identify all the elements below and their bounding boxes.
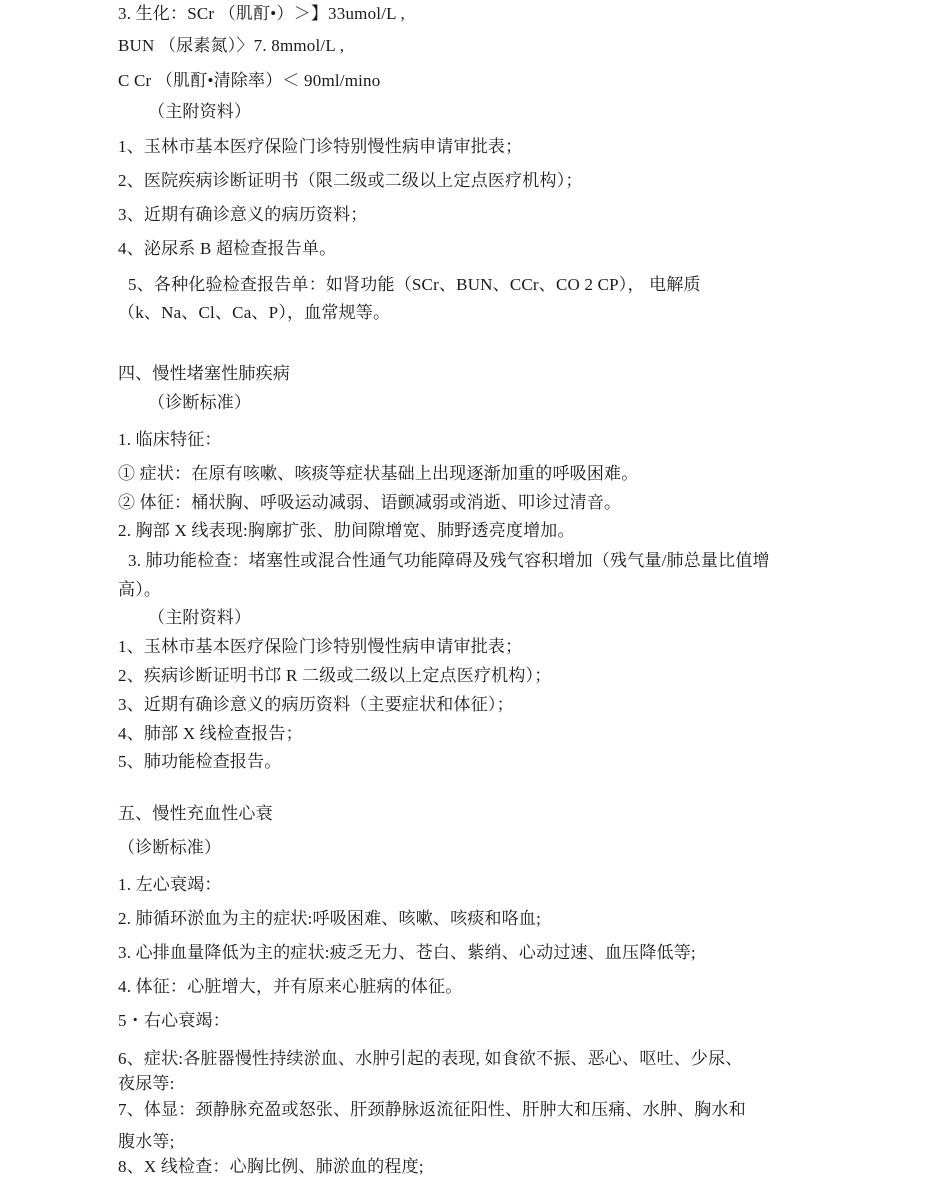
section-subheading: （诊断标准） bbox=[148, 393, 252, 412]
list-item: 5、各种化验检查报告单：如肾功能（SCr、BUN、CCr、CO 2 CP）， 电解质 bbox=[128, 275, 701, 294]
section-heading: 四、慢性堵塞性肺疾病 bbox=[118, 364, 290, 383]
list-item: 7、体显：颈静脉充盈或怒张、肝颈静脉返流征阳性、肝肿大和压痛、水肿、胸水和 bbox=[118, 1100, 746, 1119]
list-item: 2. 胸部 X 线表现:胸廓扩张、肋间隙增宽、肺野透亮度增加。 bbox=[118, 521, 575, 540]
section-subheading: （主附资料） bbox=[148, 608, 252, 627]
list-item: 2、医院疾病诊断证明书（限二级或二级以上定点医疗机构）； bbox=[118, 171, 583, 190]
list-item: 2. 肺循环淤血为主的症状:呼吸困难、咳嗽、咳痰和咯血; bbox=[118, 909, 542, 928]
list-item-continuation: 腹水等; bbox=[118, 1132, 175, 1151]
list-item: 4、肺部 X 线检查报告； bbox=[118, 724, 303, 743]
list-item: 5、肺功能检查报告。 bbox=[118, 752, 282, 771]
text-line: C Cr （肌酊•清除率）＜ 90ml/mino bbox=[118, 71, 381, 90]
section-subheading: （主附资料） bbox=[148, 102, 252, 121]
text-line: BUN （尿素氮）〉7. 8mmol/L , bbox=[118, 36, 345, 55]
list-item: 3. 肺功能检查：堵塞性或混合性通气功能障碍及残气容积增加（残气量/肺总量比值增 bbox=[128, 551, 770, 570]
list-item: 5・右心衰竭： bbox=[118, 1011, 230, 1030]
list-item: ② 体征：桶状胸、呼吸运动减弱、语颤减弱或消逝、叩诊过清音。 bbox=[118, 493, 622, 512]
list-item: 6、症状:各脏器慢性持续淤血、水肿引起的表现, 如食欲不振、恶心、呕吐、少尿、 bbox=[118, 1049, 743, 1068]
list-item: 1. 左心衰竭： bbox=[118, 875, 222, 894]
list-item: 2、疾病诊断证明书邙 R 二级或二级以上定点医疗机构）； bbox=[118, 666, 552, 685]
list-item: 8、X 线检查：心胸比例、肺淤血的程度; bbox=[118, 1157, 424, 1176]
list-item: 4. 体征：心脏增大，并有原来心脏病的体征。 bbox=[118, 977, 463, 996]
list-item-continuation: 高）。 bbox=[118, 580, 162, 599]
list-item: ① 症状：在原有咳嗽、咳痰等症状基础上出现逐渐加重的呼吸困难。 bbox=[118, 464, 639, 483]
list-item: 1、玉林市基本医疗保险门诊特别慢性病申请审批表； bbox=[118, 637, 523, 656]
list-item: 3. 心排血量降低为主的症状:疲乏无力、苍白、紫绡、心动过速、血压降低等; bbox=[118, 943, 696, 962]
list-item-continuation: 夜尿等: bbox=[118, 1074, 175, 1093]
section-subheading: （诊断标准） bbox=[118, 838, 222, 857]
list-item: 3、近期有确诊意义的病历资料（主要症状和体征）； bbox=[118, 695, 514, 714]
list-item: 3、近期有确诊意义的病历资料； bbox=[118, 205, 368, 224]
section-heading: 五、慢性充血性心衰 bbox=[118, 804, 273, 823]
list-item-continuation: （k、Na、Cl、Ca、P），血常规等。 bbox=[118, 303, 391, 322]
text-line: 3. 生化：SCr （肌酊•）＞】33umol/L , bbox=[118, 4, 405, 23]
list-item: 1、玉林市基本医疗保险门诊特别慢性病申请审批表； bbox=[118, 137, 523, 156]
list-item: 4、泌尿系 B 超检查报告单。 bbox=[118, 239, 337, 258]
list-item: 1. 临床特征： bbox=[118, 430, 222, 449]
